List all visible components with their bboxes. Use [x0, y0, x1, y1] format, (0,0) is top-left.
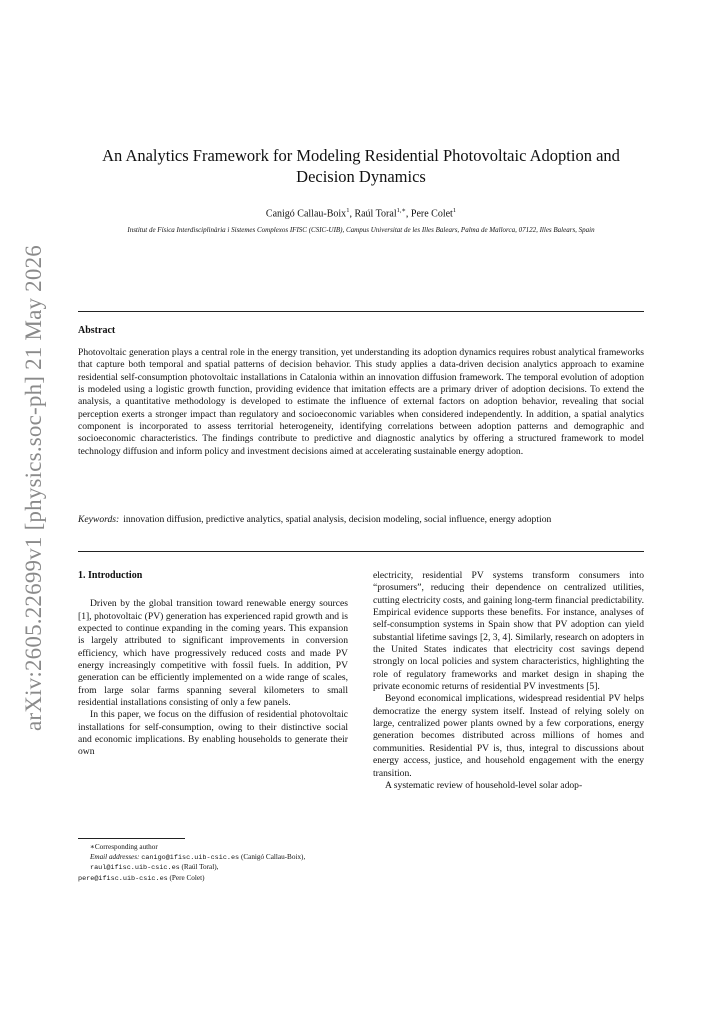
- abstract-bottom-rule: [78, 551, 644, 552]
- paragraph: Beyond economical implications, widespread residential PV helps democratize the energy system itself. Instead of relying solely on large, centralized power plants owned by a few corporations, energy generation becomes distributed across millions of homes and communities. Residential PV is, thus, integral to discussions about energy access, justice, and household engagement with the energy transition.: [373, 693, 644, 779]
- email-owner: (Canigó Callau-Boix): [240, 852, 304, 861]
- author-mark: 1: [346, 207, 350, 214]
- author-mark: 1,∗: [396, 207, 406, 214]
- keywords: [78, 514, 644, 526]
- email-owner: (Raúl Toral): [181, 863, 217, 872]
- author-name: Canigó Callau-Boix: [265, 208, 347, 220]
- section-heading: 1. Introduction: [78, 570, 143, 581]
- arxiv-sidebar-stamp: [18, 235, 50, 740]
- email-link[interactable]: canigo@ifisc.uib-csic.es: [141, 853, 240, 862]
- author-name: Pere Colet: [410, 208, 453, 220]
- keywords-text: innovation diffusion, predictive analytics, spatial analysis, decision modeling, social influence, energy adoption: [123, 514, 552, 525]
- paragraph: A systematic review of household-level solar adop-: [385, 779, 583, 791]
- corresponding-author-note: ∗Corresponding author: [90, 843, 158, 851]
- email-label: Email addresses:: [90, 852, 140, 861]
- abstract-heading: Abstract: [78, 325, 116, 336]
- footnote-rule: [78, 838, 185, 839]
- arxiv-identifier: arXiv:2605.22699v1 [physics.soc-ph] 21 May 2026: [21, 244, 46, 731]
- email-link[interactable]: pere@ifisc.uib-csic.es: [78, 874, 168, 883]
- paper-title: An Analytics Framework for Modeling Residential Photovoltaic Adoption and Decision Dynamics: [102, 146, 620, 186]
- author-list: Canigó Callau-Boix$^1$, Raúl Toral$^{1,∗}$, Pere Colet$^1$: [265, 207, 457, 220]
- keywords-label: Keywords:: [78, 514, 120, 525]
- abstract-body: Photovoltaic generation plays a central role in the energy transition, yet understanding its adoption dynamics requires robust analytical frameworks that capture both temporal and spatial patterns of decision behavior. This study applies a data-driven decision analytics approach to examine residential self-consumption photovoltaic installations in Catalonia within an innovation diffusion framework. The temporal evolution of adoption is modeled using a logistic growth function, providing evidence that imitation effects are a primary driver of adoption decisions. To extend the analysis, a quantitative methodology is developed to estimate the influence of external factors on adoption behavior, revealing that social perception exerts a stronger impact than regulatory and socioeconomic variables when considered independently. In addition, a spatial analytics component is incorporated to assess territorial heterogeneity, identifying correlations between adoption patterns and demographic and socioeconomic characteristics. The findings contribute to predictive and diagnostic analytics by offering a structured framework to model technology diffusion and inform policy and investment decisions aimed at accelerating sustainable energy adoption.: [78, 347, 644, 457]
- paragraph: In this paper, we focus on the diffusion of residential photovoltaic installations for self-consumption, owing to their distinctive social and economic implications. By enabling households to generate their own: [78, 709, 348, 758]
- left-column: [78, 570, 348, 759]
- author-name: Raúl Toral: [354, 208, 397, 220]
- affiliation: Institut de Física Interdisciplinària i Sistemes Complexos IFISC (CSIC-UIB), Campus Universitat de les Illes Balears, Palma de Mallorca, 07122, Illes Balears, Spain: [127, 226, 595, 234]
- footnote: ∗Corresponding author Email addresses: canigo@ifisc.uib-csic.es (Canigó Callau-Boix), raul@ifisc.uib-csic.es (Raúl Toral), pere@ifisc.uib-csic.es (Pere Colet): [78, 843, 353, 884]
- right-column: [373, 570, 644, 792]
- author-mark: 1: [452, 207, 457, 214]
- abstract-top-rule: [78, 311, 644, 312]
- paragraph: Driven by the global transition toward renewable energy sources [1], photovoltaic (PV) generation has experienced rapid growth and is expected to continue expanding in the coming years. This expansion is largely attributed to significant improvements in conversion efficiency, which have progressively reduced costs and made PV energy increasingly competitive with fossil fuels. In addition, PV generation can be efficiently implemented on a wide range of scales, from large solar farms spanning several kilometers to small residential installations consisting of only a few panels.: [78, 598, 348, 709]
- paragraph: electricity, residential PV systems transform consumers into “prosumers”, reducing their dependence on centralized utilities, cutting electricity costs, and gaining long-term financial predictability. Empirical evidence supports these benefits. For instance, analyses of self-consumption systems in Spain show that PV adoption can yield substantial lifetime savings [2, 3, 4]. Similarly, research on adopters in the United States indicates that electricity cost savings depend strongly on local policies and system characteristics, highlighting the role of regulatory frameworks and market design in shaping the private economic returns of residential PV investments [5].: [373, 570, 644, 693]
- email-owner: (Pere Colet): [169, 873, 205, 882]
- email-link[interactable]: raul@ifisc.uib-csic.es: [90, 864, 180, 873]
